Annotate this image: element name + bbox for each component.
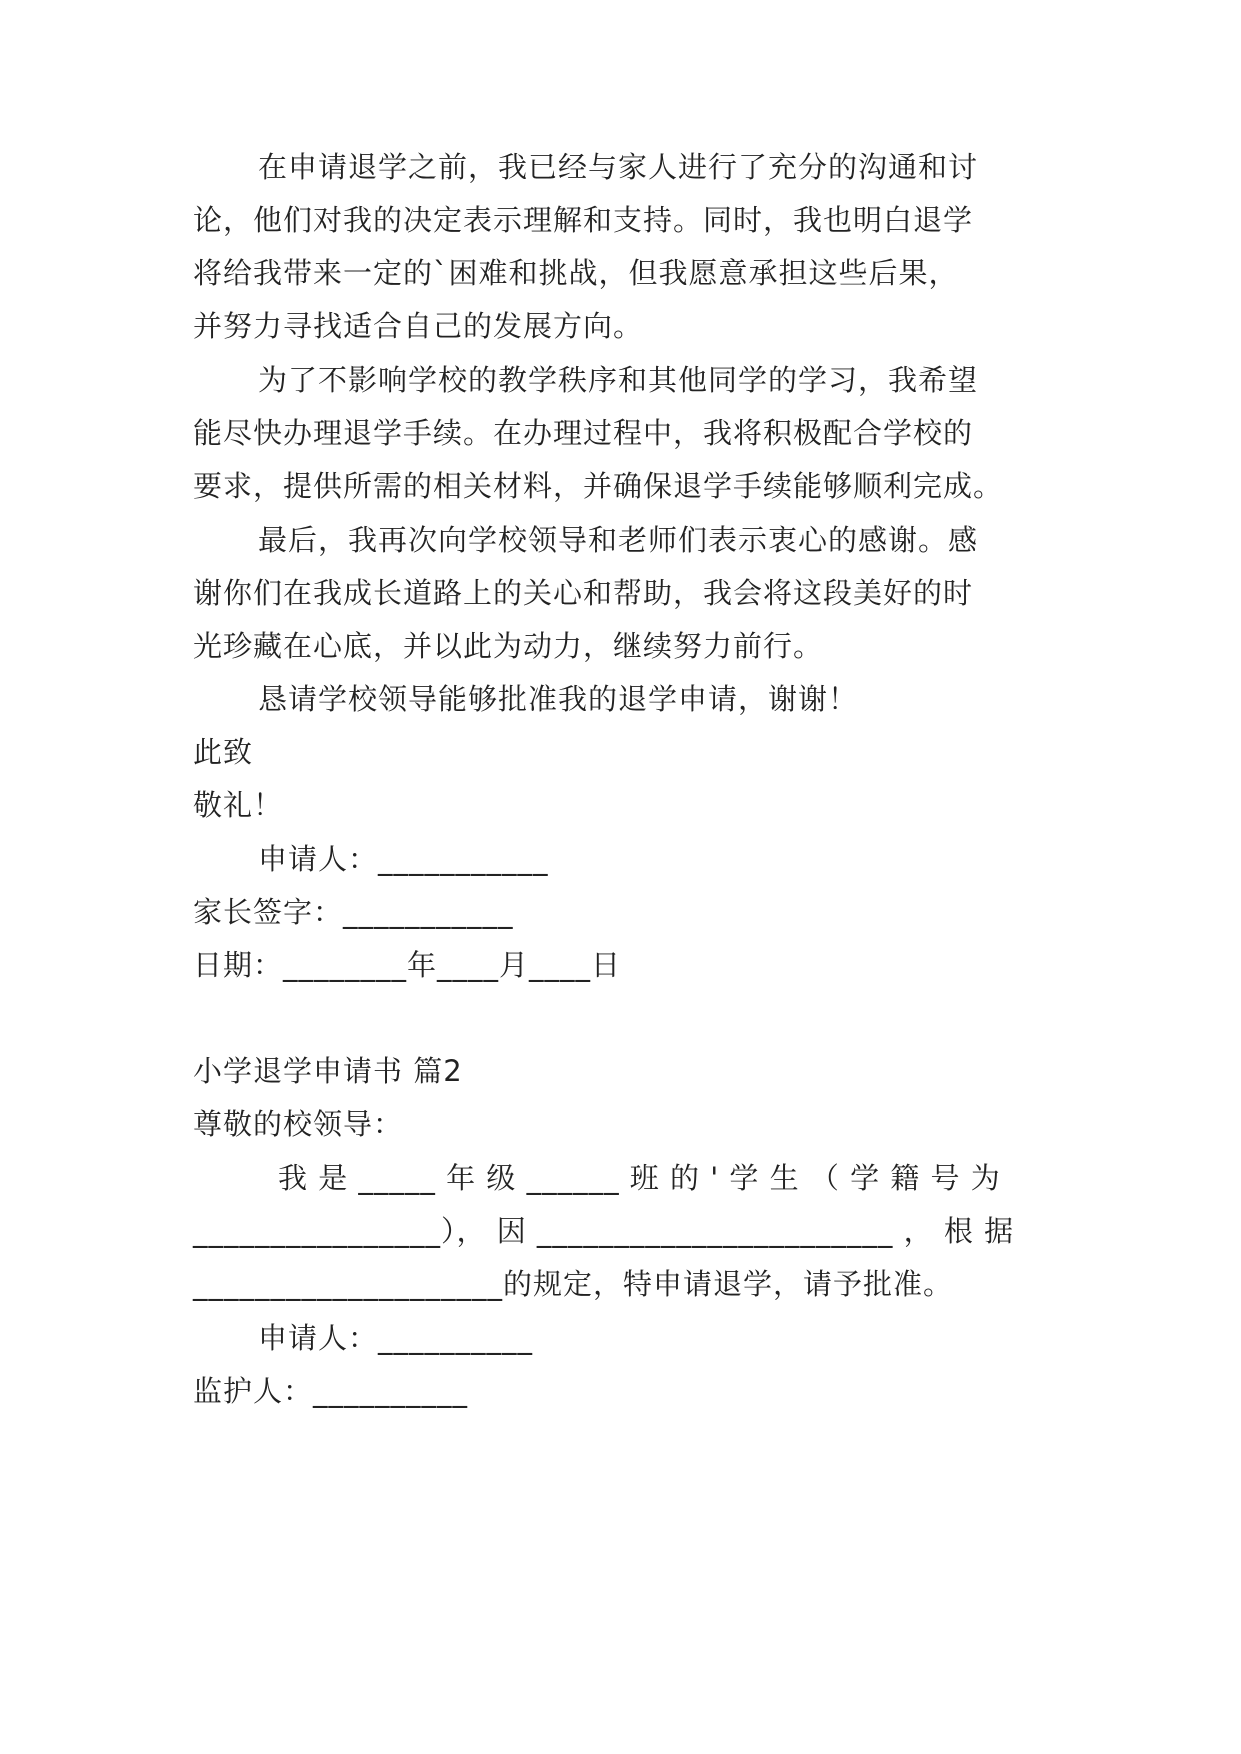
- paragraph-1-line-2: 论，他们对我的决定表示理解和支持。同时，我也明白退学: [193, 203, 974, 237]
- section-title: 小学退学申请书 篇2: [193, 1054, 463, 1088]
- body-2-line-1: 我 是 _____ 年 级 ______ 班 的 ' 学 生 （ 学 籍 号 为: [278, 1161, 1001, 1195]
- applicant-signature-line: 申请人：___________: [258, 842, 549, 876]
- parent-signature-line: 家长签字：___________: [193, 895, 514, 929]
- paragraph-1-line-1: 在申请退学之前，我已经与家人进行了充分的沟通和讨: [258, 150, 979, 184]
- paragraph-3-line-2: 谢你们在我成长道路上的关心和帮助，我会将这段美好的时: [193, 576, 974, 610]
- salutation: 尊敬的校领导：: [193, 1107, 404, 1141]
- paragraph-1-line-3: 将给我带来一定的`困难和挑战，但我愿意承担这些后果，: [193, 256, 959, 290]
- paragraph-1-line-4: 并努力寻找适合自己的发展方向。: [193, 309, 644, 343]
- paragraph-2-line-2: 能尽快办理退学手续。在办理过程中，我将积极配合学校的: [193, 416, 974, 450]
- paragraph-3-line-1: 最后，我再次向学校领导和老师们表示衷心的感谢。感: [258, 523, 979, 557]
- closing-ci-zhi: 此致: [193, 735, 254, 769]
- paragraph-2-line-3: 要求，提供所需的相关材料，并确保退学手续能够顺利完成。: [193, 469, 1004, 503]
- applicant-signature-line-2: 申请人：__________: [258, 1321, 534, 1355]
- paragraph-2-line-1: 为了不影响学校的教学秩序和其他同学的学习，我希望: [258, 363, 979, 397]
- guardian-signature-line: 监护人：__________: [193, 1374, 469, 1408]
- paragraph-3-line-3: 光珍藏在心底，并以此为动力，继续努力前行。: [193, 629, 824, 663]
- closing-jing-li: 敬礼！: [193, 788, 284, 822]
- date-line: 日期：________年____月____日: [193, 948, 622, 982]
- body-2-line-2: ________________）， 因 _______________________ ， 根 据: [193, 1214, 1015, 1248]
- body-2-line-3: ____________________的规定，特申请退学，请予批准。: [193, 1267, 954, 1301]
- request-line: 恳请学校领导能够批准我的退学申请，谢谢！: [258, 682, 859, 716]
